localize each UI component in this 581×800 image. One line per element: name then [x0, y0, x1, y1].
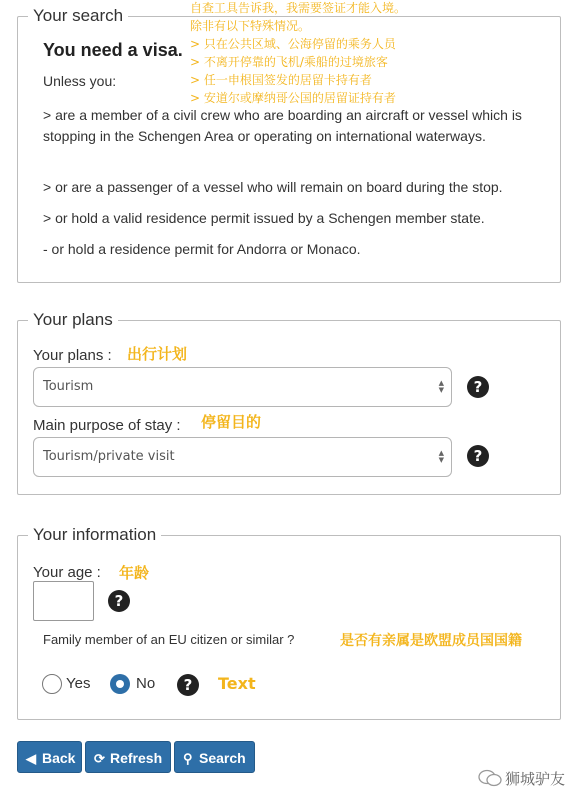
purpose-select-value: Tourism/private visit — [43, 449, 175, 464]
plans-label: Your plans : — [33, 347, 112, 364]
family-label: Family member of an EU citizen or similar ? — [43, 632, 295, 647]
search-button[interactable] — [174, 741, 255, 773]
no-label[interactable]: No — [136, 675, 156, 692]
annotation-line: > 安道尔或摩纳哥公国的居留证持有者 — [190, 91, 396, 105]
text-annotation: Text — [218, 674, 256, 693]
condition-item: > or are a passenger of a vessel who will remain on board during the stop. — [43, 179, 503, 195]
search-annotation — [190, 0, 406, 107]
select-arrows-icon: ▲ ▼ — [438, 449, 444, 464]
back-button[interactable] — [17, 741, 82, 773]
annotation-line: > 只在公共区域、公海停留的乘务人员 — [190, 37, 396, 51]
annotation-line: 除非有以下特殊情况。 — [190, 19, 311, 33]
info-fieldset — [17, 525, 561, 720]
visa-heading: You need a visa. — [43, 40, 183, 60]
refresh-button[interactable] — [85, 741, 171, 773]
no-radio[interactable] — [110, 674, 130, 694]
condition-item: - or hold a residence permit for Andorra or Monaco. — [43, 241, 361, 257]
yes-label[interactable]: Yes — [66, 675, 91, 692]
family-annotation: 是否有亲属是欧盟成员国国籍 — [340, 633, 522, 649]
annotation-line: 自查工具告诉我，我需要签证才能入境。 — [190, 1, 407, 15]
back-arrow-icon: ◀ — [26, 751, 36, 766]
purpose-label: Main purpose of stay : — [33, 417, 181, 434]
purpose-annotation: 停留目的 — [201, 413, 262, 431]
radio-selected-dot — [116, 680, 124, 688]
plans-select-value: Tourism — [43, 379, 94, 394]
back-button-label: Back — [42, 750, 76, 766]
refresh-icon: ⟳ — [94, 751, 105, 766]
age-help-icon[interactable]: ? — [108, 590, 130, 612]
family-help-icon[interactable]: ? — [177, 674, 199, 696]
annotation-line: > 不离开停靠的飞机/乘船的过境旅客 — [190, 55, 388, 69]
plans-legend: Your plans — [33, 310, 113, 329]
age-annotation: 年龄 — [119, 564, 150, 582]
age-label: Your age : — [33, 564, 101, 581]
search-icon: ⚲ — [183, 751, 193, 766]
watermark-text: 狮城驴友 — [505, 770, 566, 788]
refresh-button-label: Refresh — [110, 750, 163, 766]
condition-item: > or hold a valid residence permit issued by a Schengen member state. — [43, 210, 485, 226]
age-input[interactable] — [33, 581, 94, 621]
unless-text: Unless you: — [43, 73, 117, 89]
purpose-select[interactable] — [33, 437, 452, 477]
annotation-line: > 任一申根国签发的居留卡持有者 — [190, 73, 372, 87]
search-button-label: Search — [199, 750, 246, 766]
info-legend: Your information — [33, 525, 157, 544]
yes-radio[interactable] — [42, 674, 62, 694]
condition-item: > are a member of a civil crew who are boarding an aircraft or vessel which is stopping in the Schengen Area or operating on international waterways. — [43, 107, 522, 144]
select-arrows-icon: ▲ ▼ — [438, 379, 444, 394]
plans-annotation: 出行计划 — [127, 345, 188, 363]
plans-help-icon[interactable]: ? — [467, 376, 489, 398]
purpose-help-icon[interactable]: ? — [467, 445, 489, 467]
plans-select[interactable] — [33, 367, 452, 407]
wechat-logo-icon — [477, 768, 503, 792]
search-legend: Your search — [33, 6, 124, 25]
